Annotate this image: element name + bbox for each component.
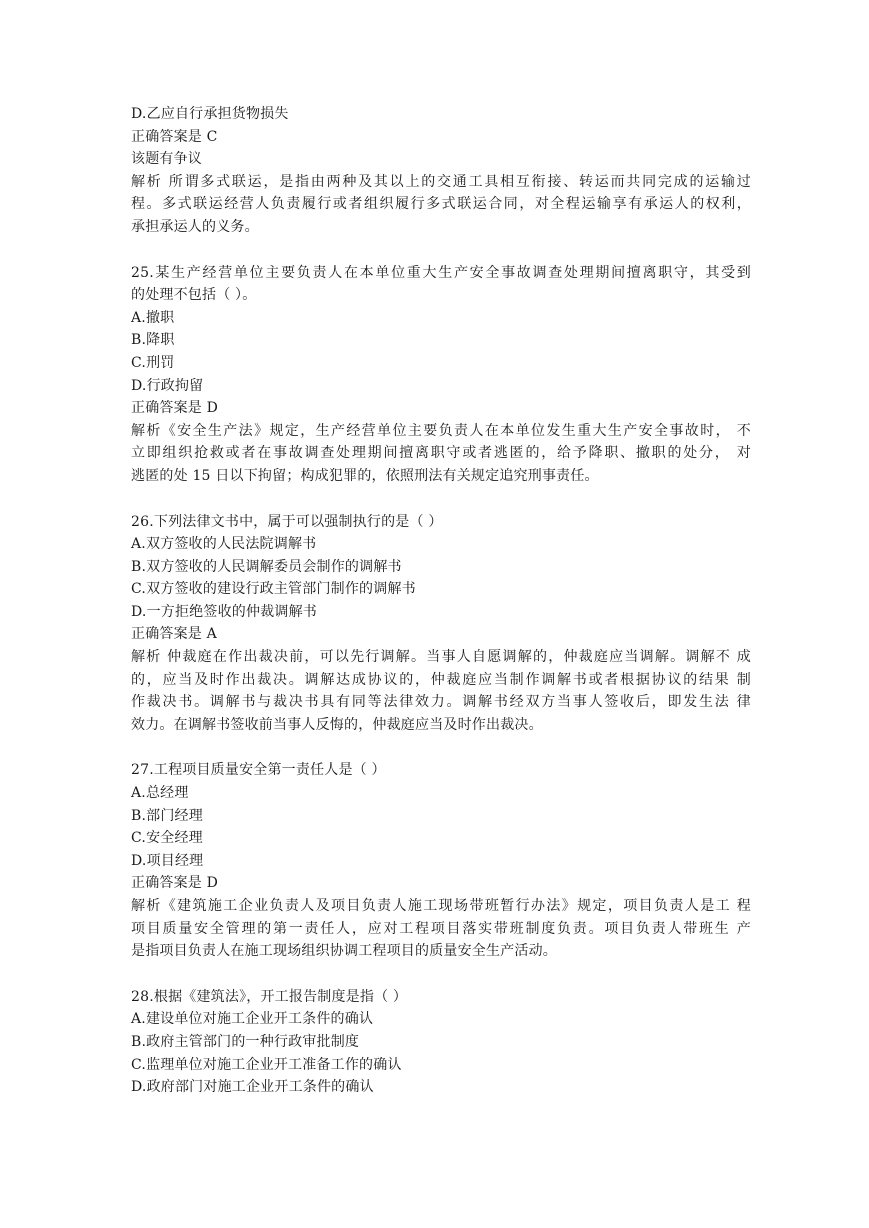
analysis-line: 作裁决书。调解书与裁决书具有同等法律效力。调解书经双方当事人签收后，即发生法 律: [131, 694, 751, 711]
analysis-line: 效力。在调解书签收前当事人反悔的，仲裁庭应当及时作出裁决。: [131, 716, 543, 733]
analysis-line: 解析《建筑施工企业负责人及项目负责人施工现场带班暂行办法》规定，项目负责人是工 程: [131, 898, 751, 914]
question-stem: 25.某生产经营单位主要负责人在本单位重大生产安全事故调查处理期间擅离职守，其受到: [131, 264, 751, 281]
option-d: D.政府部门对施工企业开工条件的确认: [131, 1079, 374, 1096]
option-a: A.总经理: [131, 785, 189, 802]
analysis-line: 立即组织抢救或者在事故调查处理期间擅离职守或者逃匿的，给予降职、撤职的处分， 对: [131, 445, 751, 462]
option-c: C.安全经理: [131, 830, 203, 847]
analysis-line: 承担承运人的义务。: [131, 218, 259, 235]
analysis-line: 解析 所谓多式联运，是指由两种及其以上的交通工具相互衔接、转运而共同完成的运输过: [131, 173, 751, 190]
question-stem: 27.工程项目质量安全第一责任人是（ ）: [131, 762, 386, 779]
analysis-line: 的，应当及时作出裁决。调解达成协议的，仲裁庭应当制作调解书或者根据协议的结果 制: [131, 671, 751, 688]
option-b: B.政府主管部门的一种行政审批制度: [131, 1033, 360, 1050]
option-b: B.降职: [131, 332, 175, 349]
option-d: D.一方拒绝签收的仲裁调解书: [131, 603, 317, 620]
option-a: A.双方签收的人民法院调解书: [131, 536, 317, 553]
analysis-line: 是指项目负责人在施工现场组织协调工程项目的质量安全生产活动。: [131, 943, 557, 960]
correct-answer: 正确答案是 A: [131, 626, 217, 643]
dispute-note: 该题有争议: [131, 151, 202, 168]
option-a: A.建设单位对施工企业开工条件的确认: [131, 1011, 374, 1028]
analysis-line: 程。多式联运经营人负责履行或者组织履行多式联运合同，对全程运输享有承运人的权利，: [131, 196, 751, 213]
option-b: B.部门经理: [131, 807, 203, 824]
option-d: D.乙应自行承担货物损失: [131, 106, 289, 122]
option-c: C.双方签收的建设行政主管部门制作的调解书: [131, 581, 416, 598]
analysis-line: 项目质量安全管理的第一责任人，应对工程项目落实带班制度负责。项目负责人带班生 产: [131, 920, 751, 937]
option-d: D.项目经理: [131, 852, 204, 869]
analysis-line: 解析 仲裁庭在作出裁决前，可以先行调解。当事人自愿调解的，仲裁庭应当调解。调解不 成: [131, 649, 751, 666]
correct-answer: 正确答案是 C: [131, 128, 218, 145]
document-page: [131, 103, 751, 1099]
correct-answer: 正确答案是 D: [131, 400, 219, 417]
question-stem: 26.下列法律文书中，属于可以强制执行的是（ ）: [131, 513, 443, 530]
option-b: B.双方签收的人民调解委员会制作的调解书: [131, 558, 402, 575]
analysis-line: 解析《安全生产法》规定，生产经营单位主要负责人在本单位发生重大生产安全事故时， 不: [131, 422, 751, 439]
question-stem: 的处理不包括（ ）。: [131, 287, 257, 304]
correct-answer: 正确答案是 D: [131, 875, 219, 892]
option-a: A.撤职: [131, 309, 175, 326]
question-stem: 28.根据《建筑法》，开工报告制度是指（ ）: [131, 988, 408, 1005]
option-c: C.刑罚: [131, 354, 175, 371]
option-d: D.行政拘留: [131, 377, 204, 394]
option-c: C.监理单位对施工企业开工准备工作的确认: [131, 1056, 402, 1073]
analysis-line: 逃匿的处 15 日以下拘留；构成犯罪的，依照刑法有关规定追究刑事责任。: [131, 467, 599, 484]
